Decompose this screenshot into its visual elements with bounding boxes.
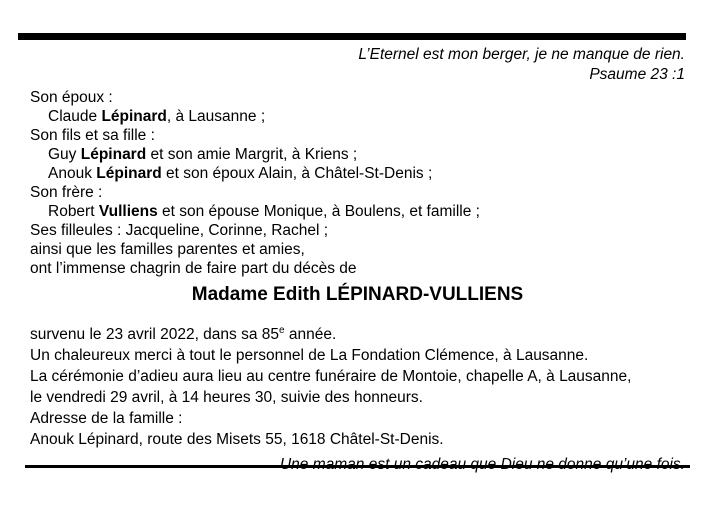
family-member-guy <box>30 145 685 164</box>
ceremony-line-2: le vendredi 29 avril, à 14 heures 30, suivie des honneurs. <box>30 389 423 406</box>
details-block <box>30 324 685 450</box>
family-surname: Lépinard <box>96 165 162 182</box>
family-surname: Lépinard <box>101 108 167 125</box>
family-surname: Vulliens <box>98 203 158 220</box>
family-relation-brother: Son frère : <box>30 184 103 201</box>
family-member-text: Anouk <box>48 165 97 182</box>
family-member-text: Guy <box>48 146 81 163</box>
family-address-label: Adresse de la famille : <box>30 410 183 427</box>
death-date-line <box>30 324 685 345</box>
family-member-anouk <box>30 164 685 183</box>
announcement-phrase: ont l’immense chagrin de faire part du décès de <box>30 260 357 277</box>
family-goddaughters: Ses filleules : Jacqueline, Corinne, Rachel ; <box>30 222 329 239</box>
family-member-text: , à Lausanne ; <box>166 108 266 125</box>
family-member-text: Robert <box>48 203 99 220</box>
epigraph-reference: Psaume 23 :1 <box>589 66 685 83</box>
ceremony-line-1: La cérémonie d’adieu aura lieu au centre funéraire de Montoie, chapelle A, à Lausanne, <box>30 368 632 385</box>
family-surname: Lépinard <box>80 146 147 163</box>
death-date-text: année. <box>284 326 337 343</box>
family-member-text: et son amie Margrit, à Kriens ; <box>146 146 358 163</box>
obituary-content <box>30 0 685 475</box>
family-member-claude <box>30 107 685 126</box>
thanks-line: Un chaleureux merci à tout le personnel de La Fondation Clémence, à Lausanne. <box>30 347 589 364</box>
family-relation-children: Son fils et sa fille : <box>30 127 155 144</box>
family-member-text: Claude <box>48 108 102 125</box>
family-member-text: et son époux Alain, à Châtel-St-Denis ; <box>161 165 433 182</box>
deceased-name-title: Madame Edith LÉPINARD-VULLIENS <box>191 284 524 305</box>
bottom-rule <box>25 465 690 468</box>
ordinal-superscript: e <box>279 324 285 336</box>
epigraph-verse: L’Eternel est mon berger, je ne manque de rien. <box>358 46 685 63</box>
family-list <box>30 88 685 278</box>
death-date-text: survenu le 23 avril 2022, dans sa 85 <box>30 326 280 343</box>
family-member-robert <box>30 202 685 221</box>
family-relation-husband: Son époux : <box>30 89 113 106</box>
family-member-text: et son épouse Monique, à Boulens, et famille ; <box>157 203 480 220</box>
family-address-value: Anouk Lépinard, route des Misets 55, 1618 Châtel-St-Denis. <box>30 431 444 448</box>
family-extended: ainsi que les familles parentes et amies, <box>30 241 305 258</box>
epigraph <box>30 45 685 85</box>
